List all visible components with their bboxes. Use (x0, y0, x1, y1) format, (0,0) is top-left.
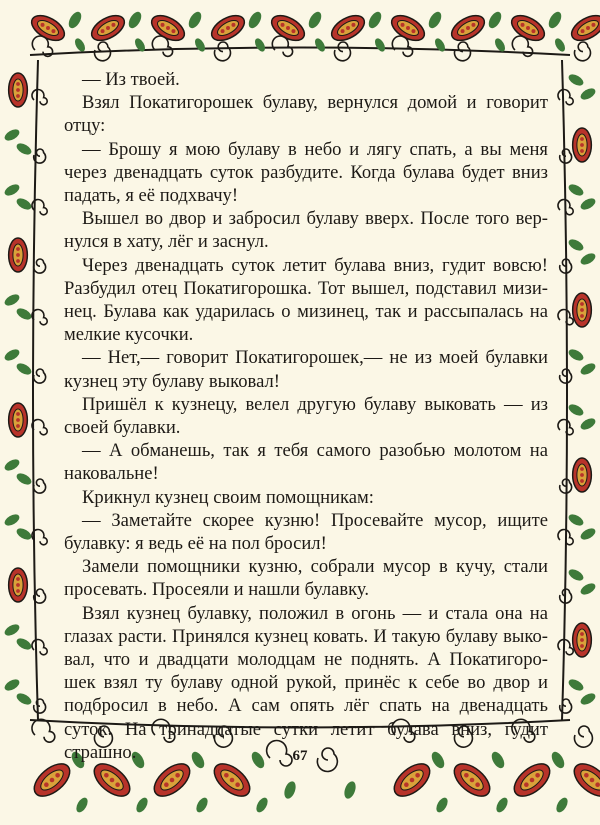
bud-seed (530, 778, 535, 783)
bud-seed (101, 29, 105, 33)
bud-seed (401, 23, 405, 27)
leaf-ornament (579, 691, 598, 707)
leaf-ornament (186, 10, 204, 31)
bud-seed (580, 644, 584, 648)
leaf-ornament (567, 182, 586, 198)
vine-curl (334, 42, 350, 61)
vine-curl (560, 699, 572, 713)
text-line: — Брошу я мою булаву в небо и лягу спать, а вы меня (82, 138, 548, 160)
text-line: наковальне! (64, 463, 159, 485)
text-line: падать, я её подхвачу! (64, 185, 239, 207)
text-line: булавку: я ведь её на пол бросил! (64, 533, 327, 555)
bud-seed (235, 782, 240, 787)
text-line: кузнец эту булаву выковал! (64, 370, 280, 392)
leaf-ornament (253, 37, 267, 53)
bud-seed (224, 773, 229, 778)
bud-seed (171, 29, 175, 33)
vine-curl (34, 259, 46, 273)
bud-seed (46, 26, 50, 30)
text-line: суток. На тринадцатые сутки летит булава вниз, гудит (64, 718, 548, 740)
vine-curl (558, 640, 573, 655)
text-line: — Из твоей. (82, 69, 180, 90)
text-line: — Заметайте скорее кузню! Просевайте мусор, ищите (82, 509, 548, 531)
bud-seed (580, 137, 584, 141)
leaf-ornament (194, 796, 210, 815)
bud-seed (466, 26, 470, 30)
leaf-ornament (134, 796, 150, 815)
leaf-ornament (313, 37, 327, 53)
bud-seed (230, 778, 235, 783)
leaf-ornament (15, 526, 34, 542)
bud-seed (470, 778, 475, 783)
leaf-ornament (567, 347, 586, 363)
bud-seed (16, 247, 20, 251)
bud-seed (170, 778, 175, 783)
bud-seed (595, 782, 600, 787)
bud-seed (580, 467, 584, 471)
leaf-ornament (567, 677, 586, 693)
bud-seed (221, 29, 225, 33)
bud-seed (110, 778, 115, 783)
leaf-ornament (434, 796, 450, 815)
bud-seed (16, 259, 20, 263)
bud-seed (164, 782, 169, 787)
bud-seed (55, 773, 60, 778)
text-line: Взял кузнец булавку, положил в огонь — и стала она на (82, 602, 548, 624)
bud-seed (580, 143, 584, 147)
bud-seed (106, 26, 110, 30)
leaf-ornament (579, 86, 598, 102)
leaf-ornament (15, 471, 34, 487)
bud-seed (404, 782, 409, 787)
text-line: просевать. Просеяли и нашли булавку. (64, 579, 369, 601)
bud-seed (16, 577, 20, 581)
bud-seed (16, 424, 20, 428)
bud-seed (580, 149, 584, 153)
bud-seed (231, 23, 235, 27)
vine-curl (560, 149, 572, 163)
bud-seed (166, 26, 170, 30)
bud-seed (461, 29, 465, 33)
bud-seed (16, 412, 20, 416)
bud-seed (586, 26, 590, 30)
leaf-ornament (15, 306, 34, 322)
bud-seed (16, 82, 20, 86)
vine-curl (574, 42, 590, 61)
bud-seed (521, 23, 525, 27)
text-line: Крикнул кузнец своим помощникам: (82, 486, 374, 508)
text-line: своей булавки. (64, 417, 181, 439)
bud-seed (580, 479, 584, 483)
text-line: отцу: (64, 115, 106, 137)
bud-seed (584, 773, 589, 778)
story-text (64, 68, 548, 764)
text-line: подбросил в небо. А сам опять лёг спать на двенадцать (64, 695, 548, 717)
leaf-ornament (567, 402, 586, 418)
vine-curl (32, 420, 47, 435)
leaf-ornament (567, 512, 586, 528)
vine-curl (34, 699, 46, 713)
bud-seed (475, 782, 480, 787)
text-line: мелкие кусочки. (64, 324, 194, 346)
bud-seed (16, 418, 20, 422)
leaf-ornament (373, 37, 387, 53)
bud-seed (591, 23, 595, 27)
text-line: Через двенадцать суток летит булава вниз, гудит вовсю! (82, 254, 548, 276)
vine-curl (558, 310, 573, 325)
leaf-ornament (553, 37, 567, 53)
bud-seed (51, 29, 55, 33)
bud-seed (531, 29, 535, 33)
bud-seed (226, 26, 230, 30)
text-line: шек взял ту булаву одной рукой, принёс к себе во двор и (64, 672, 548, 694)
leaf-ornament (3, 457, 22, 473)
right-vine (562, 60, 567, 720)
leaf-ornament (3, 292, 22, 308)
leaf-ornament (15, 196, 34, 212)
text-line: через двенадцать суток разбудите. Когда булава будет вниз (64, 161, 548, 183)
text-line: Замели помощники кузню, собрали мусор в кучу, стали (82, 556, 548, 578)
bud-seed (41, 23, 45, 27)
vine-curl (32, 719, 55, 742)
text-line: — А обманешь, так я тебя самого разобью молотом на (82, 440, 548, 462)
bud-seed (175, 773, 180, 778)
vine-curl (574, 726, 592, 747)
text-line: — Нет,— говорит Покатигорошек,— не из моей булавки (82, 347, 548, 369)
leaf-ornament (579, 361, 598, 377)
text-line: вал, что и двадцати молодцам не поднять. А Покатигоро- (64, 649, 548, 671)
bud-seed (291, 29, 295, 33)
leaf-ornament (486, 10, 504, 31)
bud-seed (281, 23, 285, 27)
leaf-ornament (567, 72, 586, 88)
vine-curl (558, 90, 573, 105)
leaf-ornament (494, 796, 510, 815)
bud-seed (580, 632, 584, 636)
bud-seed (580, 308, 584, 312)
leaf-ornament (15, 636, 34, 652)
text-line: глазах расти. Принялся кузнец ковать. И такую булаву выко- (64, 625, 548, 647)
leaf-ornament (579, 526, 598, 542)
bud-seed (406, 26, 410, 30)
bud-seed (526, 26, 530, 30)
bud-seed (524, 782, 529, 787)
bud-seed (590, 778, 595, 783)
text-line: Пришёл к кузнецу, велел другую булаву выковать — из (82, 393, 548, 415)
page-number: 67 (292, 748, 308, 764)
leaf-ornament (3, 622, 22, 638)
bud-seed (346, 26, 350, 30)
bud-seed (111, 23, 115, 27)
vine-curl (558, 420, 573, 435)
bud-seed (580, 302, 584, 306)
leaf-ornament (126, 10, 144, 31)
leaf-ornament (254, 796, 270, 815)
vine-curl (32, 640, 47, 655)
bud-seed (44, 782, 49, 787)
bud-seed (464, 773, 469, 778)
bud-seed (580, 638, 584, 642)
leaf-ornament (246, 10, 264, 31)
text-line: Вышел во двор и забросил булаву вверх. После того вер- (82, 208, 548, 230)
bud-seed (411, 29, 415, 33)
bud-seed (415, 773, 420, 778)
leaf-ornament (74, 796, 90, 815)
leaf-ornament (66, 10, 84, 31)
bud-seed (16, 583, 20, 587)
leaf-ornament (306, 10, 324, 31)
leaf-ornament (567, 567, 586, 583)
text-line: Взял Покатигорошек булаву, вернулся домой и говорит (82, 92, 548, 114)
leaf-ornament (3, 512, 22, 528)
text-line: нулся в хату, лёг и заснул. (64, 231, 269, 253)
bud-seed (341, 29, 345, 33)
leaf-ornament (3, 127, 22, 143)
leaf-ornament (3, 677, 22, 693)
bud-seed (16, 253, 20, 257)
leaf-ornament (546, 10, 564, 31)
leaf-ornament (15, 691, 34, 707)
leaf-ornament (579, 196, 598, 212)
leaf-ornament (15, 141, 34, 157)
leaf-ornament (579, 251, 598, 267)
bud-seed (286, 26, 290, 30)
text-line: страшно. (64, 741, 137, 763)
bud-seed (161, 23, 165, 27)
text-line: Разбудил отец Покатигорошка. Тот вышел, подставил мизи- (64, 277, 548, 299)
text-line: нец. Булава как ударилась о мизинец, так и рассыпалась на (64, 301, 548, 323)
leaf-ornament (366, 10, 384, 31)
bud-seed (16, 88, 20, 92)
leaf-ornament (342, 780, 358, 800)
bud-seed (16, 589, 20, 593)
bud-seed (50, 778, 55, 783)
leaf-ornament (426, 10, 444, 31)
bud-seed (535, 773, 540, 778)
bud-seed (115, 782, 120, 787)
leaf-ornament (579, 416, 598, 432)
leaf-ornament (3, 347, 22, 363)
bud-seed (471, 23, 475, 27)
leaf-ornament (282, 780, 298, 800)
leaf-ornament (3, 182, 22, 198)
vine-curl (34, 479, 46, 493)
bud-seed (581, 29, 585, 33)
bud-seed (580, 314, 584, 318)
leaf-ornament (193, 37, 207, 53)
leaf-ornament (554, 796, 570, 815)
bud-seed (410, 778, 415, 783)
bud-seed (580, 473, 584, 477)
bud-seed (16, 94, 20, 98)
leaf-ornament (73, 37, 87, 53)
vine-curl (32, 90, 47, 105)
bud-seed (104, 773, 109, 778)
bud-seed (351, 23, 355, 27)
vine-curl (214, 42, 230, 61)
leaf-ornament (567, 237, 586, 253)
leaf-ornament (579, 581, 598, 597)
leaf-ornament (433, 37, 447, 53)
vine-curl (34, 369, 46, 383)
leaf-ornament (15, 361, 34, 377)
vine-curl (560, 369, 572, 383)
